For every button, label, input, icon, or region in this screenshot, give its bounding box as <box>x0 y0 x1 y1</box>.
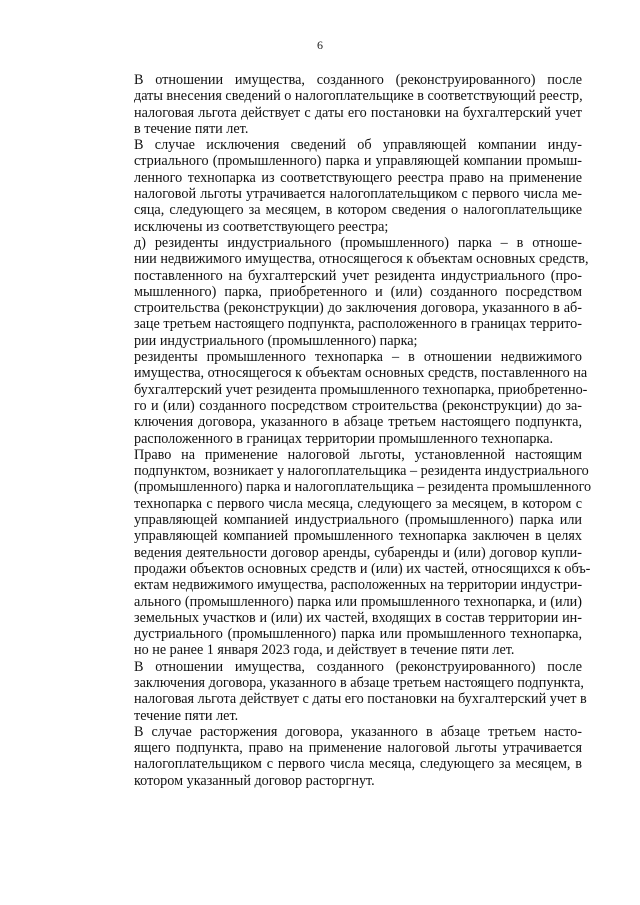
paragraph-line: д) резиденты индустриального (промышленного) парка – в отноше- <box>134 234 582 251</box>
paragraph-6 <box>95 658 587 724</box>
paragraph-line: В отношении имущества, созданного (реконструированного) после <box>134 658 582 675</box>
paragraph-line: ключения договора, указанного в абзаце третьем настоящего подпункта, <box>134 414 582 431</box>
paragraph-line: ектам недвижимого имущества, расположенных на территории индустри- <box>134 577 583 594</box>
document-body <box>95 72 592 789</box>
paragraph-line: сяца, следующего за месяцем, в котором сведения о налогоплательщике <box>134 202 582 219</box>
paragraph-line: строительства (реконструкции) до заключения договора, указанного в аб- <box>134 300 582 317</box>
paragraph-line: заце третьем настоящего подпункта, расположенного в границах террито- <box>134 316 582 333</box>
paragraph-line: налогоплательщиком с первого числа месяца, следующего за месяцем, в <box>134 756 582 773</box>
paragraph-line: ящего подпункта, право на применение налоговой льготы утрачивается <box>134 740 582 757</box>
paragraph-line: ального (промышленного) парка или промышленного технопарка, и (или) <box>134 593 582 610</box>
paragraph-line: подпунктом, возникает у налогоплательщика – резидента индустриального <box>134 463 589 480</box>
paragraph-line: нии недвижимого имущества, относящегося к объектам основных средств, <box>134 251 589 268</box>
paragraph-3 <box>95 234 589 349</box>
paragraph-line: (промышленного) парка и налогоплательщика – резидента промышленного <box>134 479 592 496</box>
paragraph-line: ведения деятельности договор аренды, субаренды и (или) договор купли- <box>134 544 582 561</box>
paragraph-line: В отношении имущества, созданного (реконструированного) после <box>134 72 582 88</box>
paragraph-line: заключения договора, указанного в абзаце третьем настоящего подпункта, <box>134 674 584 691</box>
paragraph-line: резиденты промышленного технопарка – в отношении недвижимого <box>134 349 582 366</box>
paragraph-line: технопарка с первого числа месяца, следующего за месяцем, в котором с <box>134 495 582 512</box>
paragraph-line: го и (или) созданного посредством строительства (реконструкции) до за- <box>134 397 582 414</box>
paragraph-line: течение пяти лет. <box>134 707 239 724</box>
paragraph-line: Право на применение налоговой льготы, установленной настоящим <box>134 446 582 463</box>
paragraph-line: ленного технопарка из соответствующего реестра право на применение <box>134 169 582 186</box>
paragraph-1 <box>95 72 582 137</box>
paragraph-line: В случае расторжения договора, указанного в абзаце третьем насто- <box>134 723 582 740</box>
paragraph-line: стриального (промышленного) парка и управляющей компании промыш- <box>134 153 582 170</box>
paragraph-line: дустриального (промышленного) парка или промышленного технопарка, <box>134 626 582 643</box>
paragraph-line: даты внесения сведений о налогоплательщике в соответствующий реестр, <box>134 88 583 105</box>
paragraph-line: продажи объектов основных средств и (или) их частей, относящихся к объ- <box>134 560 591 577</box>
paragraph-line: котором указанный договор расторгнут. <box>134 772 375 789</box>
paragraph-line: исключены из соответствующего реестра; <box>134 218 389 235</box>
page-number: 6 <box>317 38 323 52</box>
paragraph-line: налоговая льгота действует с даты его постановки на бухгалтерский учет в <box>134 691 587 708</box>
paragraph-line: рии индустриального (промышленного) парка; <box>134 332 418 349</box>
paragraph-line: мышленного) парка, приобретенного и (или) созданного посредством <box>134 283 582 300</box>
paragraph-line: В случае исключения сведений об управляющей компании инду- <box>134 137 582 154</box>
paragraph-7 <box>95 724 582 789</box>
paragraph-line: имущества, относящегося к объектам основных средств, поставленного на <box>134 365 588 382</box>
paragraph-line: управляющей компанией промышленного технопарка заключен в целях <box>134 528 582 545</box>
paragraph-line: налоговой льготы утрачивается налогоплательщиком с первого числа ме- <box>134 186 582 203</box>
paragraph-4 <box>95 349 588 447</box>
paragraph-line: но не ранее 1 января 2023 года, и действует в течение пяти лет. <box>134 642 515 659</box>
paragraph-2 <box>95 137 582 235</box>
paragraph-line: бухгалтерский учет резидента промышленного технопарка, приобретенно- <box>134 381 588 398</box>
paragraph-line: управляющей компанией индустриального (промышленного) парка или <box>134 512 582 529</box>
paragraph-line: налоговая льгота действует с даты его постановки на бухгалтерский учет <box>134 104 582 121</box>
paragraph-line: в течение пяти лет. <box>134 120 249 137</box>
paragraph-line: расположенного в границах территории промышленного технопарка. <box>134 430 553 447</box>
paragraph-5 <box>95 446 592 659</box>
paragraph-line: поставленного на бухгалтерский учет резидента индустриального (про- <box>134 267 582 284</box>
paragraph-line: земельных участков и (или) их частей, входящих в состав территории ин- <box>134 609 582 626</box>
